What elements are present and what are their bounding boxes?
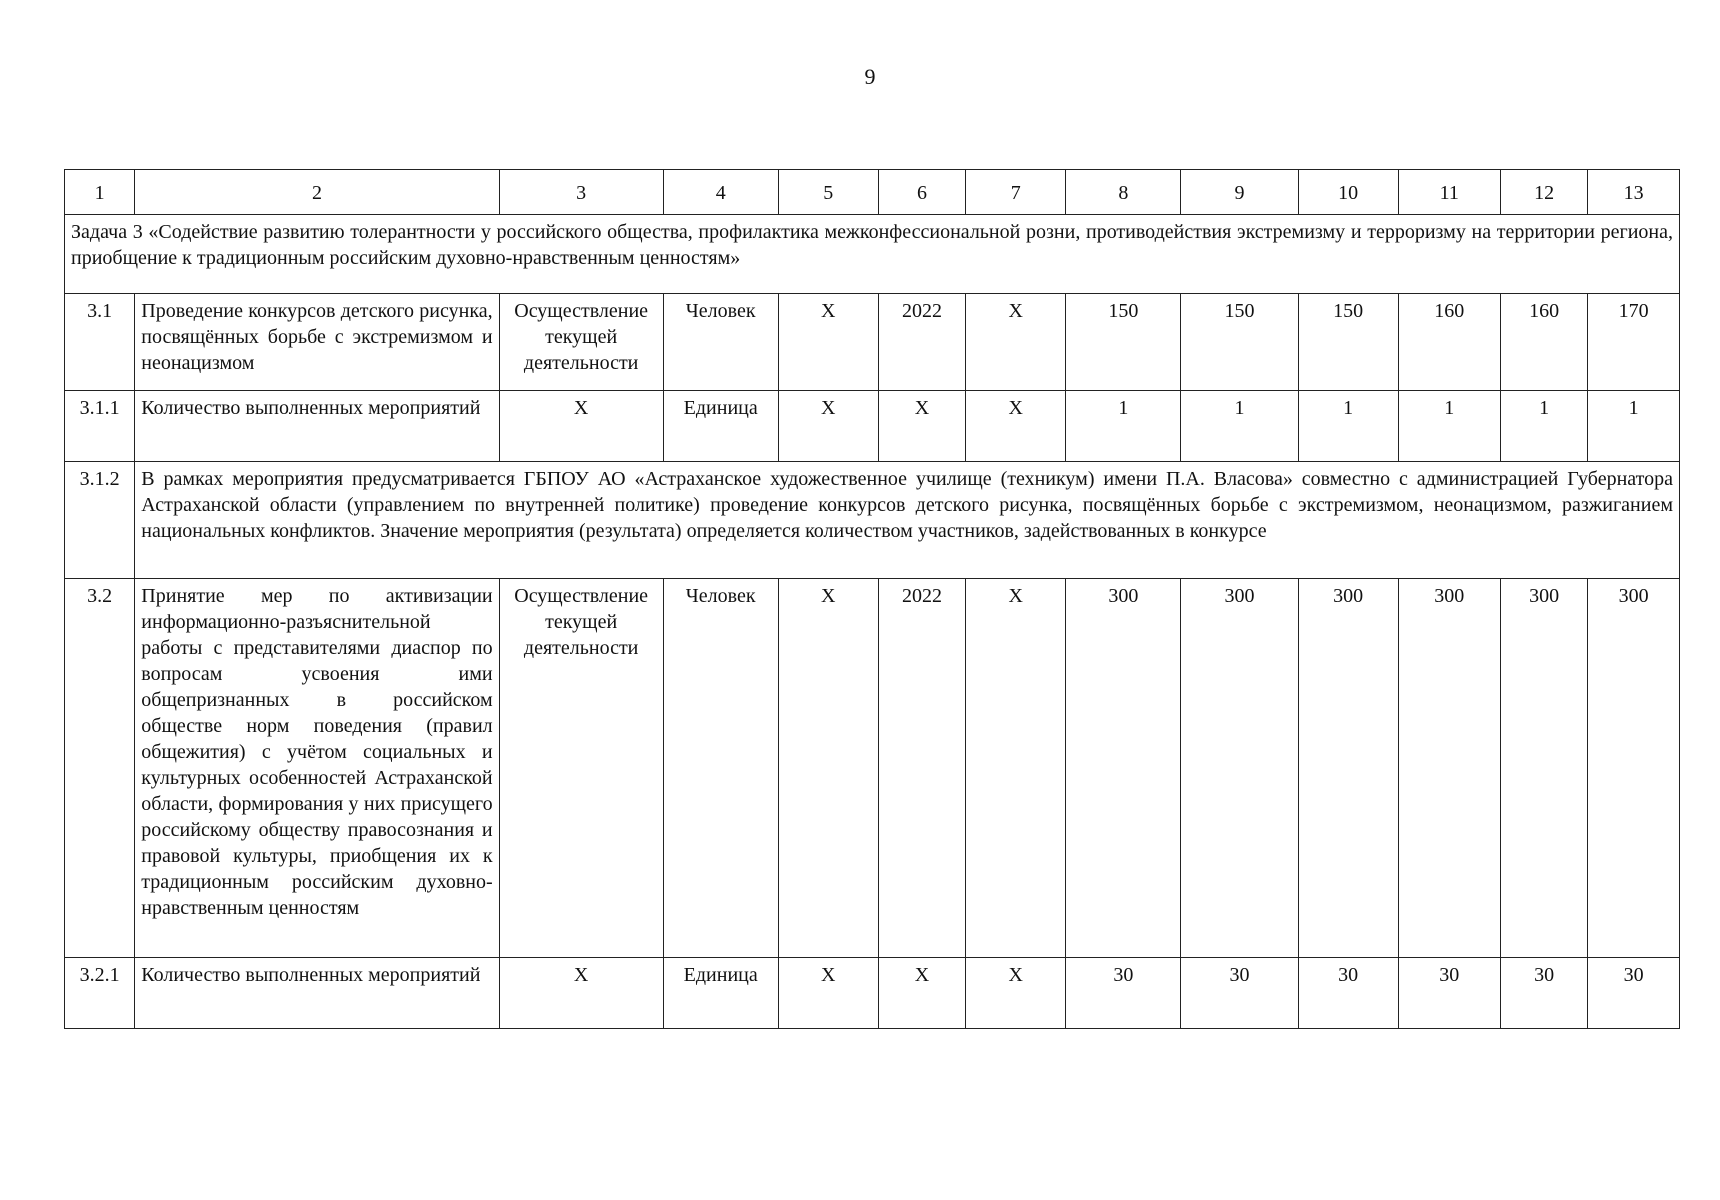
cell-col-7: Х bbox=[966, 391, 1066, 462]
indicators-table bbox=[64, 169, 1680, 1029]
header-cell: 7 bbox=[966, 170, 1066, 215]
cell-col-9: 150 bbox=[1181, 294, 1298, 391]
row-name: Количество выполненных мероприятий bbox=[135, 958, 499, 1029]
table-header-row bbox=[65, 170, 1680, 215]
cell-col-6: 2022 bbox=[878, 294, 965, 391]
row-name: Принятие мер по активизации информационно-разъяснительной работы с представителями диаспор по вопросам усвоения ими общепризнанных в российском обществе норм поведения (правил общежития) с учётом социальных и культурных особенностей Астраханской области, формирования у них присущего российскому обществу правосознания и правовой культуры, приобщения их к традиционным российским духовно-нравственным ценностям bbox=[135, 579, 499, 958]
cell-col-10: 300 bbox=[1298, 579, 1398, 958]
cell-unit: Единица bbox=[663, 958, 778, 1029]
row-name: Количество выполненных мероприятий bbox=[135, 391, 499, 462]
header-cell: 6 bbox=[878, 170, 965, 215]
cell-col-3: Х bbox=[499, 391, 663, 462]
table-row bbox=[65, 462, 1680, 579]
cell-col-6: Х bbox=[878, 958, 965, 1029]
row-name: Проведение конкурсов детского рисунка, посвящённых борьбе с экстремизмом и неонацизмом bbox=[135, 294, 499, 391]
cell-col-9: 30 bbox=[1181, 958, 1298, 1029]
header-cell: 1 bbox=[65, 170, 135, 215]
header-cell: 8 bbox=[1066, 170, 1181, 215]
cell-col-11: 160 bbox=[1398, 294, 1500, 391]
cell-col-12: 160 bbox=[1500, 294, 1587, 391]
cell-col-6: 2022 bbox=[878, 579, 965, 958]
header-cell: 10 bbox=[1298, 170, 1398, 215]
task-row bbox=[65, 215, 1680, 294]
table-row bbox=[65, 579, 1680, 958]
cell-col-13: 1 bbox=[1588, 391, 1680, 462]
table-row bbox=[65, 958, 1680, 1029]
cell-col-11: 1 bbox=[1398, 391, 1500, 462]
cell-col-9: 1 bbox=[1181, 391, 1298, 462]
cell-col-8: 300 bbox=[1066, 579, 1181, 958]
cell-col-8: 150 bbox=[1066, 294, 1181, 391]
cell-col-3: Х bbox=[499, 958, 663, 1029]
header-cell: 9 bbox=[1181, 170, 1298, 215]
cell-col-3: Осуществление текущей деятельности bbox=[499, 579, 663, 958]
row-number: 3.1 bbox=[65, 294, 135, 391]
cell-unit: Единица bbox=[663, 391, 778, 462]
task-title: Задача 3 «Содействие развитию толерантности у российского общества, профилактика межконфессиональной розни, противодействия экстремизму и терроризму на территории региона, приобщение к традиционным российским духовно-нравственным ценностям» bbox=[65, 215, 1680, 294]
cell-col-5: Х bbox=[778, 294, 878, 391]
cell-col-5: Х bbox=[778, 958, 878, 1029]
header-cell: 2 bbox=[135, 170, 499, 215]
cell-col-3: Осуществление текущей деятельности bbox=[499, 294, 663, 391]
row-description: В рамках мероприятия предусматривается ГБПОУ АО «Астраханское художественное училище (техникум) имени П.А. Власова» совместно с администрацией Губернатора Астраханской области (управлением по внутренней политике) проведение конкурсов детского рисунка, посвящённых борьбе с экстремизмом, неонацизмом, разжиганием национальных конфликтов. Значение мероприятия (результата) определяется количеством участников, задействованных в конкурсе bbox=[135, 462, 1680, 579]
cell-col-7: Х bbox=[966, 579, 1066, 958]
cell-col-5: Х bbox=[778, 391, 878, 462]
cell-col-11: 300 bbox=[1398, 579, 1500, 958]
header-cell: 12 bbox=[1500, 170, 1587, 215]
cell-col-10: 150 bbox=[1298, 294, 1398, 391]
cell-col-13: 30 bbox=[1588, 958, 1680, 1029]
cell-col-13: 300 bbox=[1588, 579, 1680, 958]
header-cell: 13 bbox=[1588, 170, 1680, 215]
table-row bbox=[65, 391, 1680, 462]
cell-col-12: 1 bbox=[1500, 391, 1587, 462]
header-cell: 3 bbox=[499, 170, 663, 215]
table-row bbox=[65, 294, 1680, 391]
header-cell: 5 bbox=[778, 170, 878, 215]
header-cell: 4 bbox=[663, 170, 778, 215]
cell-col-13: 170 bbox=[1588, 294, 1680, 391]
row-number: 3.1.1 bbox=[65, 391, 135, 462]
cell-col-9: 300 bbox=[1181, 579, 1298, 958]
row-number: 3.2 bbox=[65, 579, 135, 958]
cell-col-12: 300 bbox=[1500, 579, 1587, 958]
cell-col-8: 1 bbox=[1066, 391, 1181, 462]
cell-col-11: 30 bbox=[1398, 958, 1500, 1029]
cell-col-7: Х bbox=[966, 958, 1066, 1029]
cell-col-5: Х bbox=[778, 579, 878, 958]
header-cell: 11 bbox=[1398, 170, 1500, 215]
cell-col-10: 30 bbox=[1298, 958, 1398, 1029]
cell-col-6: Х bbox=[878, 391, 965, 462]
row-number: 3.2.1 bbox=[65, 958, 135, 1029]
page-number: 9 bbox=[864, 64, 876, 89]
cell-col-10: 1 bbox=[1298, 391, 1398, 462]
cell-unit: Человек bbox=[663, 294, 778, 391]
cell-col-7: Х bbox=[966, 294, 1066, 391]
cell-col-8: 30 bbox=[1066, 958, 1181, 1029]
row-number: 3.1.2 bbox=[65, 462, 135, 579]
cell-unit: Человек bbox=[663, 579, 778, 958]
cell-col-12: 30 bbox=[1500, 958, 1587, 1029]
